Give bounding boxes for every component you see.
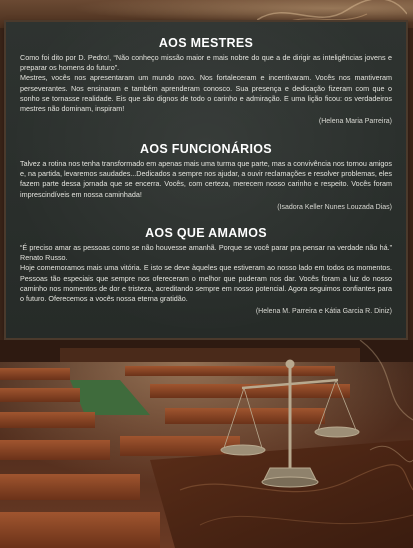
section-paragraph: Hoje comemoramos mais uma vitória. E isto se deve àqueles que estiveram ao nosso lado em todos os momentos. Pessoas tão especiais que sempre nos ofereceram o melhor que puderam nos dar. Vocês foram a luz do nosso caminho nos momentos de dor e tristeza, acreditando sempre em nosso potencial. Agora seguimos confiantes para o futuro. Oferecemos a vocês nossa eterna gratidão. xyxy=(20,263,392,304)
courtroom-photo xyxy=(0,340,413,548)
section-title: AOS FUNCIONÁRIOS xyxy=(140,142,272,156)
section-signature: (Helena Maria Parreira) xyxy=(318,118,392,126)
section-title: AOS MESTRES xyxy=(158,36,254,50)
section-aos-que-amamos xyxy=(20,226,392,315)
chalkboard-panel xyxy=(6,22,406,338)
section-title: AOS QUE AMAMOS xyxy=(145,226,267,240)
section-aos-mestres xyxy=(20,36,392,125)
section-signature: (Helena M. Parreira e Kátia Garcia R. Diniz) xyxy=(255,308,392,316)
courtroom-illustration xyxy=(0,340,413,548)
section-paragraph: Como foi dito por D. Pedro!, “Não conheço missão maior e mais nobre do que a de dirigir as inteligências jovens e preparar os homens do futuro”. xyxy=(20,53,392,73)
section-signature: (Isadora Keller Nunes Louzada Dias) xyxy=(277,203,392,211)
section-paragraph: Mestres, vocês nos apresentaram um mundo novo. Nos fortaleceram e incentivaram. Vocês nos mantiveram perseverantes. Nos ensinaram e também aprenderam conosco. Sua presença e dedicação fizeram com que o sonho se tornasse realidade. Eis que são dignos de todo o carinho e admiração. E uma lição ficou: os verdadeiros mestres não dominam, inspiram! xyxy=(20,73,392,114)
section-aos-funcionarios xyxy=(20,142,392,211)
section-paragraph: Talvez a rotina nos tenha transformado em apenas mais uma turma que parte, mas a convivência nos tornou amigos e, na partida, levaremos saudades...Dedicados a sempre nos ajudar, a ouvir reclamações e resolver problemas, eles fazem parte dessa jornada que se encerra. Vocês, com certeza, merecem nosso carinho e respeito. Vocês foram imprescindíveis em nossa caminhada! xyxy=(20,159,392,199)
section-paragraph: “É preciso amar as pessoas como se não houvesse amanhã. Porque se você parar pra pensar na verdade não há.” Renato Russo. xyxy=(20,243,392,263)
